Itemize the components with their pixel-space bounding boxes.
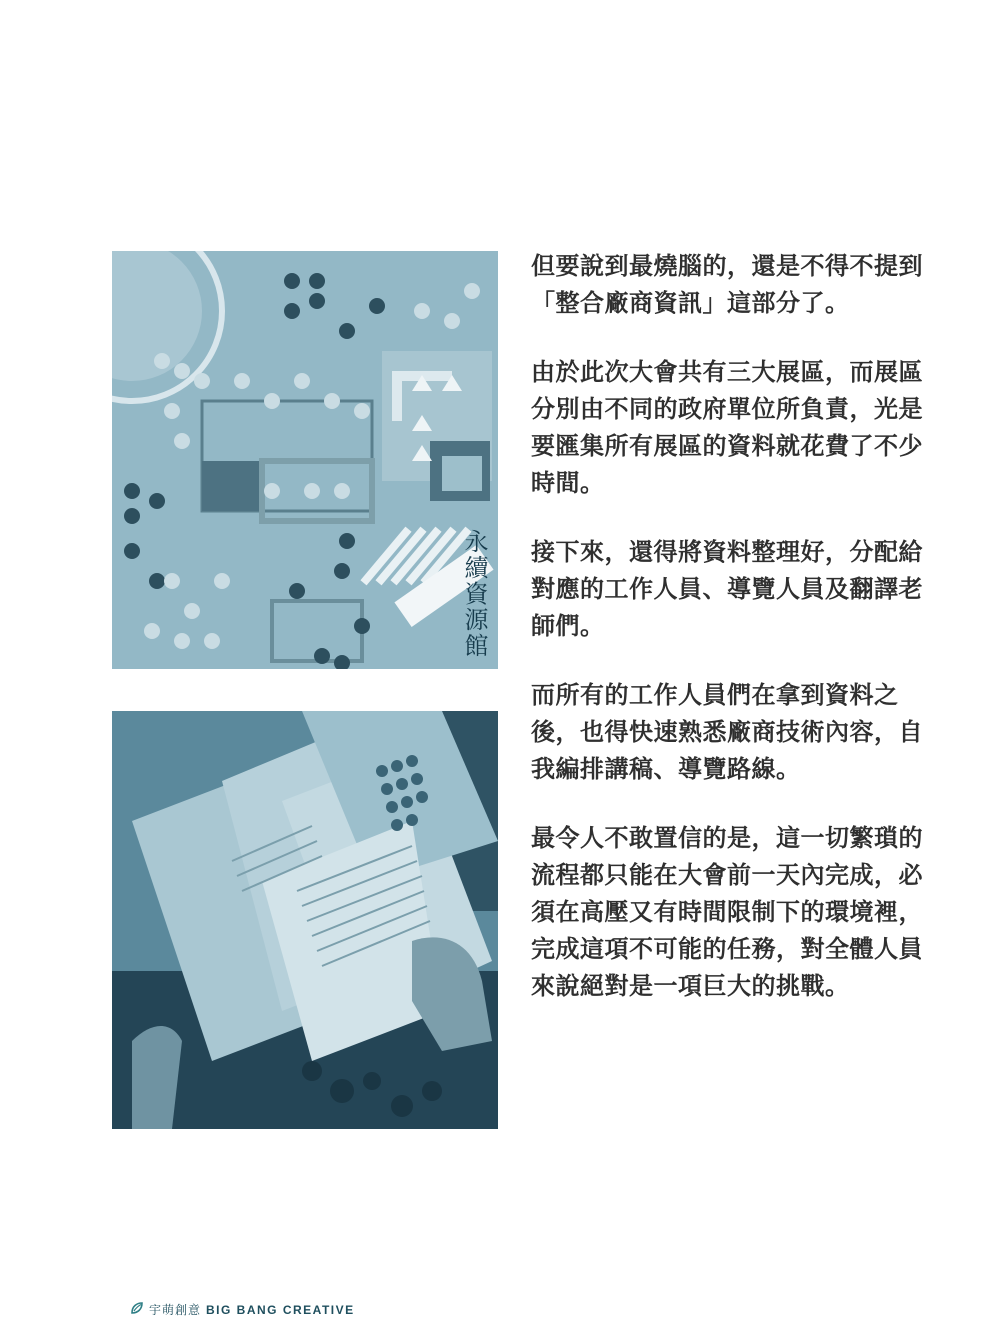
- article-text: [531, 248, 931, 1037]
- floor-plan-hall-label: 永續資源館: [460, 529, 488, 659]
- documents-illustration: [112, 711, 498, 1129]
- paragraph-2: 由於此次大會共有三大展區，而展區分別由不同的政府單位所負責，光是要匯集所有展區的資料就花費了不少時間。: [531, 358, 923, 497]
- brand-name-english: BIG BANG CREATIVE: [206, 1302, 355, 1317]
- documents-photo: [112, 711, 498, 1129]
- paragraph-3: 接下來，還得將資料整理好，分配給對應的工作人員、導覽人員及翻譯老師們。: [531, 538, 923, 640]
- floor-plan-image: [112, 251, 498, 669]
- footer-brand: [130, 1301, 355, 1318]
- floor-plan-illustration: [112, 251, 498, 669]
- paragraph-1: 但要說到最燒腦的，還是不得不提到「整合廠商資訊」這部分了。: [531, 252, 923, 317]
- leaf-swirl-icon: [130, 1301, 144, 1318]
- brand-name-chinese: 宇萌創意: [149, 1303, 202, 1317]
- paragraph-4: 而所有的工作人員們在拿到資料之後，也得快速熟悉廠商技術內容，自我編排講稿、導覽路線。: [531, 681, 923, 783]
- paragraph-5: 最令人不敢置信的是，這一切繁瑣的流程都只能在大會前一天內完成，必須在高壓又有時間限制下的環境裡，完成這項不可能的任務，對全體人員來說絕對是一項巨大的挑戰。: [531, 824, 923, 1000]
